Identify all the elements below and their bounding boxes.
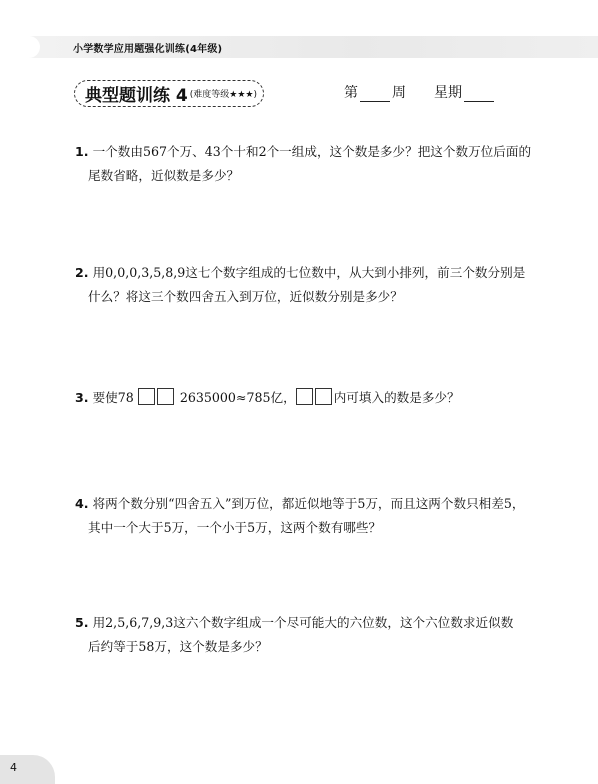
question-text: 要使78 xyxy=(92,390,134,405)
question-text: 其中一个大于5万，一个小于5万，这两个数有哪些？ xyxy=(88,520,382,535)
section-title: 典型题训练 4 xyxy=(85,86,188,106)
week-label: 第 xyxy=(344,85,358,101)
page-number: 4 xyxy=(10,761,17,774)
question-number: 4. xyxy=(75,496,89,511)
question-text: 2635000≈785亿， xyxy=(179,390,296,405)
weekday-label: 星期 xyxy=(434,85,462,101)
question-2 xyxy=(75,261,545,309)
week-blank[interactable] xyxy=(360,85,390,102)
question-number: 3. xyxy=(75,390,89,405)
week-fill-area xyxy=(344,82,494,102)
question-text: 尾数省略，近似数是多少？ xyxy=(88,168,240,183)
question-text: 内可填入的数是多少？ xyxy=(333,390,460,405)
answer-box[interactable] xyxy=(315,388,332,405)
question-text: 用0,0,0,3,5,8,9这七个数字组成的七位数中，从大到小排列，前三个数分别是 xyxy=(92,265,526,280)
answer-box[interactable] xyxy=(138,388,155,405)
question-text: 将两个数分别“四舍五入”到万位，都近似地等于5万，而且这两个数只相差5， xyxy=(92,496,525,511)
question-text: 后约等于58万，这个数是多少？ xyxy=(88,639,268,654)
question-number: 1. xyxy=(75,144,89,159)
question-text: 什么？将这三个数四舍五入到万位，近似数分别是多少？ xyxy=(88,289,403,304)
page-number-tab xyxy=(0,755,55,784)
question-3 xyxy=(75,386,545,410)
question-text: 用2,5,6,7,9,3这六个数字组成一个尽可能大的六位数，这个六位数求近似数 xyxy=(92,615,514,630)
question-5 xyxy=(75,611,545,659)
running-header: 小学数学应用题强化训练(4年级) xyxy=(73,44,223,55)
question-4 xyxy=(75,492,545,540)
question-1 xyxy=(75,140,545,188)
week-suffix: 周 xyxy=(392,85,406,101)
question-number: 5. xyxy=(75,615,89,630)
question-number: 2. xyxy=(75,265,89,280)
answer-box[interactable] xyxy=(157,388,174,405)
difficulty-label: (难度等级★★★) xyxy=(189,90,257,100)
weekday-blank[interactable] xyxy=(464,85,494,102)
answer-box[interactable] xyxy=(296,388,313,405)
header-band-cap xyxy=(0,36,40,58)
section-title-box xyxy=(74,80,264,107)
question-text: 一个数由567个万、43个十和2个一组成，这个数是多少？把这个数万位后面的 xyxy=(92,144,532,159)
